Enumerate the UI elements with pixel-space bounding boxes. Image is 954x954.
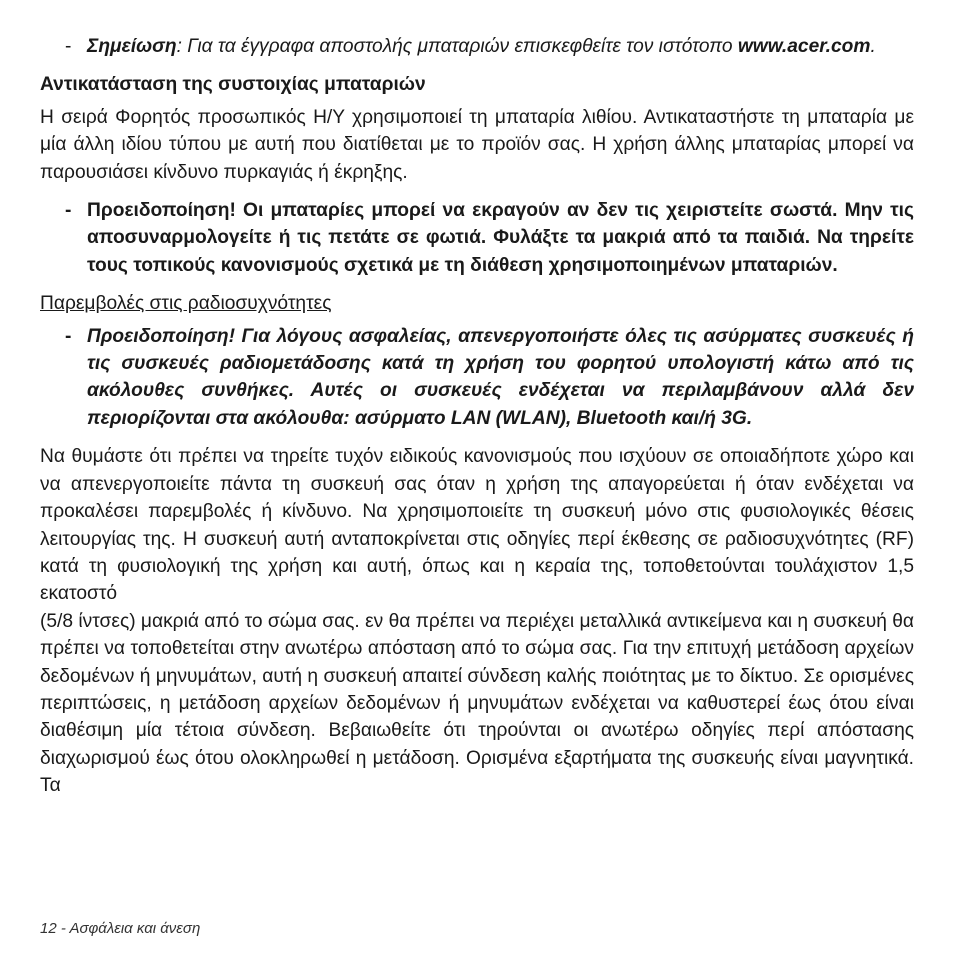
battery-replacement-heading: Αντικατάσταση της συστοιχίας μπαταριών <box>40 74 426 96</box>
bullet: - <box>65 325 72 347</box>
battery-paragraph: Η σειρά Φορητός προσωπικός Η/Υ χρησιμοποιεί τη μπαταρία λιθίου. Αντικαταστήστε τη μπαταρία με μία άλλη ιδίου τύπου με αυτή που διατίθεται με το προϊόν σας. Η χρήση άλλης μπαταρίας μπορεί να παρουσιάσει κίνδυνο πυρκαγιάς ή έκρηξης. <box>40 106 914 183</box>
battery-warning <box>40 197 914 279</box>
note-end: . <box>870 36 876 57</box>
note-label: Σημείωση <box>87 36 177 57</box>
document-page <box>40 33 914 800</box>
rf-paragraph <box>40 443 914 799</box>
note-body-text: : Για τα έγγραφα αποστολής μπαταριών επισκεφθείτε τον ιστότοπο <box>176 36 738 57</box>
note-item <box>40 33 914 60</box>
battery-warning-text: Προειδοποίηση! Οι μπαταρίες μπορεί να εκραγούν αν δεν τις χειριστείτε σωστά. Μην τις αποσυναρμολογείτε ή τις πετάτε σε φωτιά. Φυλάξτε τα μακριά από τα παιδιά. Να τηρείτε τους τοπικούς κανονισμούς σχετικά με τη διάθεση χρησιμοποιημένων μπαταριών. <box>87 200 914 276</box>
rf-interference-heading: Παρεμβολές στις ραδιοσυχνότητες <box>40 293 332 315</box>
page-footer: 12 - Ασφάλεια και άνεση <box>40 920 201 937</box>
rf-warning-text: Προειδοποίηση! Για λόγους ασφαλείας, απενεργοποιήστε όλες τις ασύρματες συσκευές ή τις συσκευές ραδιομετάδοσης κατά τη χρήση του φορητού υπολογιστή κάτω από τις ακόλουθες συνθήκες. Αυτές οι συσκευές ενδέχεται να περιλαμβάνουν αλλά δεν περιορίζονται στα ακόλουθα: ασύρματο LAN (WLAN), Bluetooth και/ή 3G. <box>87 325 914 429</box>
bullet: - <box>65 200 72 222</box>
acer-website-link[interactable]: www.acer.com <box>737 36 871 57</box>
rf-warning <box>40 323 914 433</box>
rf-paragraph-part2: (5/8 ίντσες) μακριά από το σώμα σας. εν θα πρέπει να περιέχει μεταλλικά αντικείμενα και η συσκευή θα πρέπει να τοποθετείται στην ανωτέρω απόσταση από το σώμα σας. Για την επιτυχή μετάδοση αρχείων δεδομένων ή μηνυμάτων, αυτή η συσκευή απαιτεί σύνδεση καλής ποιότητας με το δίκτυο. Σε ορισμένες περιπτώσεις, η μετάδοση αρχείων δεδομένων ή μηνυμάτων ενδέχεται να καθυστερεί έως ότου είναι διαθέσιμη μία τέτοια σύνδεση. Βεβαιωθείτε ότι τηρούνται οι ανωτέρω οδηγίες περί απόστασης διαχωρισμού έως ότου ολοκληρωθεί η μετάδοση. Ορισμένα εξαρτήματα της συσκευής είναι μαγνητικά. Τα <box>40 610 914 797</box>
rf-paragraph-part1: Να θυμάστε ότι πρέπει να τηρείτε τυχόν ειδικούς κανονισμούς που ισχύουν σε οποιαδήποτε χώρο και να απενεργοποιείτε πάντα τη συσκευή σας όταν η χρήση της απαγορεύεται ή όταν ενδέχεται να προκαλέσει παρεμβολές ή κίνδυνο. Να χρησιμοποιείτε τη συσκευή μόνο στις φυσιολογικές θέσεις λειτουργίας της. Η συσκευή αυτή ανταποκρίνεται στις οδηγίες περί έκθεσης σε ραδιοσυχνότητες (RF) κατά τη φυσιολογική της χρήση και αυτή, όπως και η κεραία της, τοποθετούνται τουλάχιστον 1,5 εκατοστό <box>40 446 914 605</box>
note-text <box>87 33 914 60</box>
bullet: - <box>65 36 72 57</box>
